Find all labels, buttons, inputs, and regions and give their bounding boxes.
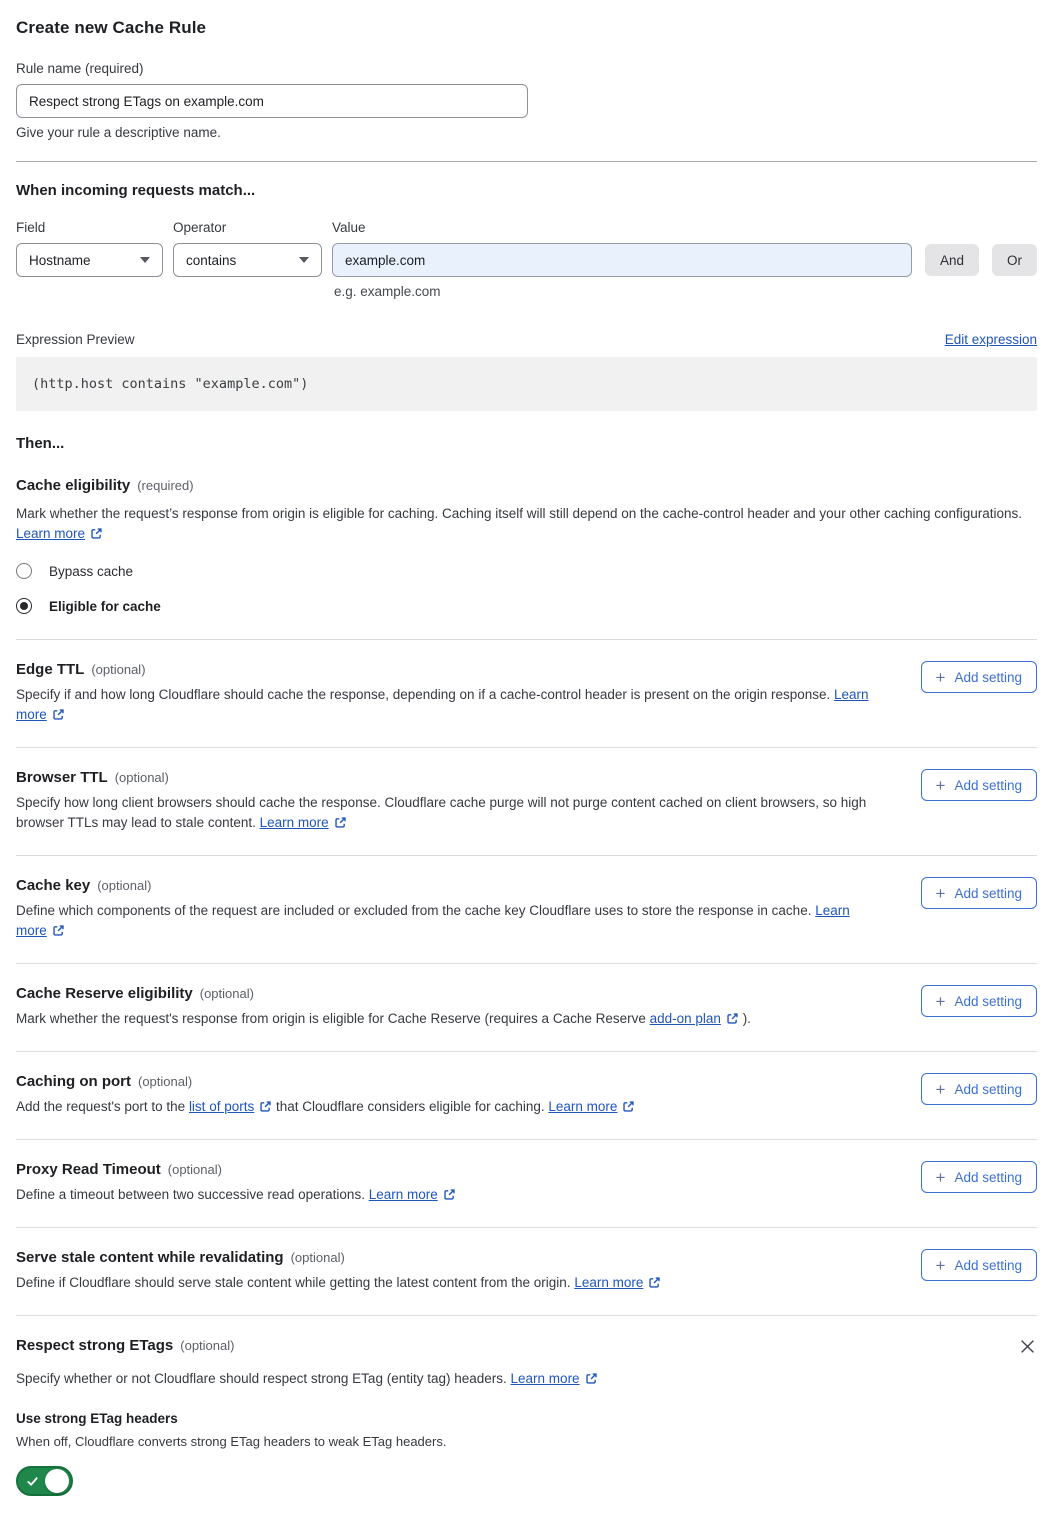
list-of-ports-link[interactable]: list of ports xyxy=(189,1099,272,1114)
setting-proxy-read-timeout xyxy=(16,1139,1037,1227)
setting-description xyxy=(16,901,872,941)
setting-serve-stale xyxy=(16,1227,1037,1315)
page-title: Create new Cache Rule xyxy=(16,18,207,37)
setting-caching-on-port xyxy=(16,1051,1037,1139)
learn-more-link[interactable]: Learn more xyxy=(260,815,347,830)
description-text: Define which components of the request are included or excluded from the cache key Cloudflare uses to store the response in cache. xyxy=(16,903,816,918)
external-link-icon xyxy=(443,1188,456,1201)
setting-title: Browser TTL xyxy=(16,769,108,786)
edit-expression-link[interactable]: Edit expression xyxy=(944,332,1037,347)
optional-tag: (optional) xyxy=(91,662,146,677)
add-setting-label: Add setting xyxy=(954,669,1022,685)
respect-strong-etags-panel xyxy=(16,1315,1037,1496)
setting-title: Edge TTL xyxy=(16,661,85,678)
description-text: that Cloudflare considers eligible for caching. xyxy=(272,1099,549,1114)
radio-icon xyxy=(16,563,32,579)
radio-icon-checked xyxy=(16,598,32,614)
optional-tag: (optional) xyxy=(199,986,254,1001)
rule-name-group xyxy=(16,61,1037,140)
toggle-knob xyxy=(45,1469,69,1493)
plus-icon: + xyxy=(935,775,946,795)
learn-more-link[interactable]: Learn more xyxy=(16,903,850,938)
etags-description xyxy=(16,1369,1037,1389)
rule-name-input[interactable] xyxy=(16,84,528,118)
description-text: Define a timeout between two successive read operations. xyxy=(16,1187,369,1202)
then-heading: Then... xyxy=(16,435,65,452)
optional-tag: (optional) xyxy=(114,770,169,785)
cache-eligibility-options xyxy=(16,563,1037,614)
add-setting-label: Add setting xyxy=(954,1257,1022,1273)
radio-bypass-cache[interactable] xyxy=(16,563,1037,579)
field-label: Field xyxy=(16,220,46,235)
optional-tag: (optional) xyxy=(290,1250,345,1265)
description-text: Specify whether or not Cloudflare should respect strong ETag (entity tag) headers. xyxy=(16,1371,511,1386)
external-link-icon xyxy=(585,1372,598,1385)
operator-select[interactable] xyxy=(173,243,322,277)
optional-tag: (optional) xyxy=(167,1162,222,1177)
setting-title: Serve stale content while revalidating xyxy=(16,1249,284,1266)
plus-icon: + xyxy=(935,1079,946,1099)
operator-label: Operator xyxy=(172,220,227,235)
plus-icon: + xyxy=(935,667,946,687)
radio-label: Eligible for cache xyxy=(49,598,161,614)
add-setting-label: Add setting xyxy=(954,1169,1022,1185)
external-link-icon xyxy=(648,1276,661,1289)
external-link-icon xyxy=(726,1012,739,1025)
setting-edge-ttl xyxy=(16,639,1037,747)
setting-title: Proxy Read Timeout xyxy=(16,1161,161,1178)
description-text: Specify how long client browsers should cache the response. Cloudflare cache purge will not purge content cached on client browsers, so high browser TTLs may lead to stale content. xyxy=(16,795,867,830)
cache-eligibility-title: Cache eligibility xyxy=(16,477,131,494)
radio-eligible-for-cache[interactable] xyxy=(16,598,1037,614)
setting-description xyxy=(16,1097,872,1117)
setting-browser-ttl xyxy=(16,747,1037,855)
check-icon xyxy=(26,1475,39,1488)
add-setting-button-cache-key[interactable] xyxy=(921,877,1037,909)
settings-sections xyxy=(16,639,1037,1496)
divider xyxy=(16,161,1037,162)
external-link-icon xyxy=(334,816,347,829)
close-icon[interactable] xyxy=(1018,1337,1037,1359)
add-setting-button-caching-on-port[interactable] xyxy=(921,1073,1037,1105)
rule-name-help: Give your rule a descriptive name. xyxy=(16,125,221,140)
value-input[interactable] xyxy=(332,243,912,277)
use-strong-etag-toggle[interactable] xyxy=(16,1466,73,1496)
learn-more-link[interactable]: Learn more xyxy=(574,1275,661,1290)
setting-description xyxy=(16,1009,872,1029)
field-select[interactable] xyxy=(16,243,163,277)
optional-tag: (optional) xyxy=(97,878,152,893)
learn-more-link[interactable]: Learn more xyxy=(16,687,869,722)
add-setting-button-proxy-read-timeout[interactable] xyxy=(921,1161,1037,1193)
operator-select-value: contains xyxy=(185,252,237,268)
value-label: Value xyxy=(331,220,366,235)
add-setting-label: Add setting xyxy=(954,885,1022,901)
expression-preview-row xyxy=(16,332,1037,347)
and-button[interactable]: And xyxy=(925,244,979,276)
chevron-down-icon xyxy=(299,257,309,263)
add-setting-label: Add setting xyxy=(954,1081,1022,1097)
plus-icon: + xyxy=(935,1167,946,1187)
cache-eligibility-block xyxy=(16,477,1037,614)
setting-cache-reserve xyxy=(16,963,1037,1051)
description-text: Define if Cloudflare should serve stale content while getting the latest content from the origin. xyxy=(16,1275,575,1290)
add-on-plan-link[interactable]: add-on plan xyxy=(650,1011,739,1026)
value-hint: e.g. example.com xyxy=(334,284,441,299)
external-link-icon xyxy=(622,1100,635,1113)
required-tag: (required) xyxy=(137,478,194,493)
plus-icon: + xyxy=(935,991,946,1011)
match-section xyxy=(16,182,1037,411)
add-setting-label: Add setting xyxy=(954,993,1022,1009)
learn-more-link[interactable]: Learn more xyxy=(369,1187,456,1202)
plus-icon: + xyxy=(935,1255,946,1275)
description-text: ). xyxy=(738,1011,751,1026)
external-link-icon xyxy=(52,708,65,721)
setting-title: Cache key xyxy=(16,877,91,894)
match-heading: When incoming requests match... xyxy=(16,182,256,199)
or-button[interactable]: Or xyxy=(992,244,1037,276)
field-select-value: Hostname xyxy=(29,252,91,268)
plus-icon: + xyxy=(935,883,946,903)
setting-description xyxy=(16,1185,872,1205)
description-text: Add the request's port to the xyxy=(16,1099,189,1114)
setting-cache-key xyxy=(16,855,1037,963)
external-link-icon xyxy=(52,924,65,937)
rule-name-label: Rule name (required) xyxy=(16,61,144,76)
chevron-down-icon xyxy=(140,257,150,263)
optional-tag: (optional) xyxy=(138,1074,193,1089)
use-strong-etag-headers-description: When off, Cloudflare converts strong ETag headers to weak ETag headers. xyxy=(16,1434,447,1449)
add-setting-button-serve-stale[interactable] xyxy=(921,1249,1037,1281)
expression-code: (http.host contains "example.com") xyxy=(16,357,1037,411)
learn-more-link[interactable]: Learn more xyxy=(511,1371,598,1386)
add-setting-button-browser-ttl[interactable] xyxy=(921,769,1037,801)
use-strong-etag-headers-label: Use strong ETag headers xyxy=(16,1411,178,1426)
setting-description xyxy=(16,685,872,725)
etags-title: Respect strong ETags xyxy=(16,1337,174,1354)
add-setting-label: Add setting xyxy=(954,777,1022,793)
cache-eligibility-description xyxy=(16,504,1028,544)
expression-preview-label: Expression Preview xyxy=(16,332,135,347)
add-setting-button-cache-reserve[interactable] xyxy=(921,985,1037,1017)
learn-more-link[interactable]: Learn more xyxy=(548,1099,635,1114)
add-setting-button-edge-ttl[interactable] xyxy=(921,661,1037,693)
setting-title: Cache Reserve eligibility xyxy=(16,985,193,1002)
description-text: Mark whether the request's response from origin is eligible for Cache Reserve (requires a Cache Reserve xyxy=(16,1011,650,1026)
external-link-icon xyxy=(90,527,103,540)
setting-description xyxy=(16,1273,872,1293)
setting-title: Caching on port xyxy=(16,1073,131,1090)
description-text: Mark whether the request’s response from origin is eligible for caching. Caching itself will still depend on the cache-control header and your other caching configurations. xyxy=(16,506,1023,521)
optional-tag: (optional) xyxy=(180,1338,235,1353)
radio-label: Bypass cache xyxy=(49,563,134,579)
setting-description xyxy=(16,793,872,833)
learn-more-link[interactable]: Learn more xyxy=(16,526,103,541)
description-text: Specify if and how long Cloudflare should cache the response, depending on if a cache-control header is present on the origin response. xyxy=(16,687,835,702)
external-link-icon xyxy=(259,1100,272,1113)
match-row xyxy=(16,220,1037,277)
